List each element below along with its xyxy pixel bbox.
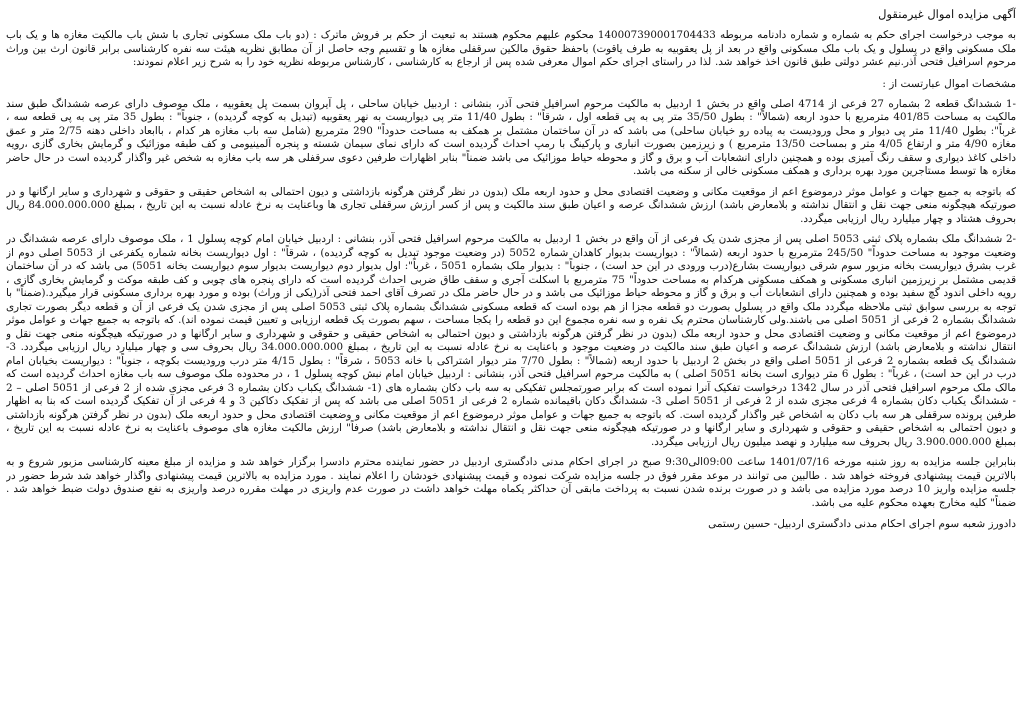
property-item-2-3: -2 ششدانگ ملک بشماره پلاک ثبتی 5053 اصلی پس از مجزی شدن یک فرعی از آن واقع در بخش 1 اردبیل به مالکیت مرحوم اسرافیل فتحی آذر، بنشانی : اردبیل خیابان امام کوچه پسلول 1 ، ملک موصوف دارای عرصه ششدانگ در وضعیت موجود به مساحت حدوداً" 245/50 مترمربع با حدود اربعه (شمالاً" : دیواریست بدیوار کاهدان شماره 5052 (در وضعیت موجود تبدیل به کوچه گردیده) ، شرقاً" : اول دیواریست بخانه شماره یکفرعی از 5053 اصلی دوم از غرب بشرق دیواریست بخانه مزبور سوم شرقی دیواریست بشارع(درب ورودی در این حد است) ، جنوباً" : بدیوار ملک بشماره 5051 ، غرباً": اول بدیوار دوم دیواریست بدیوار سوم دیواریست بخانه 5051) می باشد که در آن ساختمان قدیمی مشتمل بر زیرزمین انباری مسکونی و همکف مسکونی هرکدام به مساحت حدوداً" 75 مترمربع با اسکلت آجری و سقف طاق ضربی احداث گردیده است که دارای پنجره های چوبی و کف طبقه موکت و گرمایش بخاری گازی ، رویه داخلی اندود گچ سفید بوده و همچنین دارای انشعابات آب و برق و گاز و محوطه حیاط موزائیک می باشد و در حال حاضر ملک در تصرف آقای احمد فتحی آذر(یکی از وراث) بوده و مورد بهره برداری مسکونی قرار میگیرد.(ضمناً" با توجه به بررسی سوابق ثبتی ملاحظه میگردد ملک واقع در پسلول بصورت دو قطعه مجزا از هم بوده است که قطعه مسکونی ششدانگ بشماره پلاک ثبتی 5053 اصلی پس از مجزی شدن یک فرعی از آن و قطعه دیگر بصورت تجاری ششدانگ بشماره 2 فرعی از 5051 اصلی می باشند.ولی کارشناسان محترم یک نفره و سه نفره مجموع این دو قطعه را یکجا مساحت ، سهم بصورت یک قطعه ارزیابی و تعیین قیمت نموده اند). که باتوجه به جمیع جهات و عوامل موثر درموضوع اعم از موقعیت مکانی و وضعیت اقتصادی محل و حدود اربعه ملک (بدون در نظر گرفتن هرگونه بازداشتی و دیون احتمالی به اشخاص حقیقی و حقوقی و شهرداری و سایر ارگانها و در صورتیکه هیچگونه منعی جهت نقل و انتقال نداشته و بلامعارض باشد) ارزش ششدانگ عرصه و اعیان طبق سند مالکیت در وضعیت موجود و باعنایت به نرخ عادله نسبت به این تاریخ ، بمبلغ 34.000.000.000 ریال بحروف سی و چهار میلیارد ریال ارزیابی میگردد. 3- ششدانگ یک قطعه بشماره 2 فرعی از 5051 اصلی واقع در بخش 2 اردبیل با حدود اربعه (شمالاً" : بطول 7/70 متر دیوار اشتراکی با خانه 5053 ، شرقاً" : بطول 4/15 متر درب ورودیست بکوچه ، جنوباً" : دیواریست بخیابان امام درب در این حد است) ، غرباً" : بطول 6 متر دیواری است بخانه 5051 اصلی ) به مالکیت مرحوم اسرافیل فتحی آذر، بنشانی : اردبیل خیابان امام نبش کوچه پسلول 1 ، در محدوده ملک موصوف سه باب مغازه احداث گردیده است که مالک ملک مرحوم اسرافیل فتحی آذر در سال 1342 درخواست تفکیک آنرا نموده است که برابر صورتمجلس تفکیکی به سه باب دکان بشماره های (1- ششدانگ یکباب دکان بشماره 3 فرعی مجزی شده از 2 فرعی از 5051 اصلی – 2 - ششدانگ یکباب دکان بشماره 4 فرعی مجزی شده از 2 فرعی از 5051 اصلی 3- ششدانگ دکان باقیمانده شماره 2 فرعی از 5051 اصلی می باشد که پس از تفکیک دکاکین 3 و 4 فرعی از آن تفکیک گردیده است که بنا به اظهار طرفین پرونده سرقفلی هر سه باب دکان به اشخاص غیر واگذار گردیده است. که باتوجه به جمیع جهات و عوامل موثر درموضوع اعم از موقعیت مکانی و وضعیت اقتصادی محل و حدود اربعه ملک (بدون در نظر گرفتن هرگونه بازداشتی و دیون احتمالی به اشخاص حقیقی و حقوقی و شهرداری و سایر ارگانها و در صورتیکه هیچگونه منعی جهت نقل و انتقال نداشته و بلامعارض باشد) صرفاً" ارزش مالکیت مغازه های موصوف باعنایت به نرخ عادله نسبت به این تاریخ ، بمبلغ 3.900.000.000 ریال بحروف سه میلیارد و نهصد میلیون ریال ارزیابی میگردد.: [6, 233, 1016, 448]
signature-line: دادورز شعبه سوم اجرای احکام مدنی دادگستری اردبیل- حسین رستمی: [708, 518, 1016, 530]
specs-heading: مشخصات اموال عبارتست از :: [882, 77, 1016, 90]
valuation-item-1: که باتوجه به جمیع جهات و عوامل موثر درموضوع اعم از موقعیت مکانی و وضعیت اقتصادی محل و حدود اربعه ملک (بدون در نظر گرفتن هرگونه بازداشتی و دیون احتمالی به اشخاص حقیقی و حقوقی و شهرداری و سایر ارگانها و در صورتیکه هیچگونه منعی جهت نقل و انتقال نداشته و بلامعارض باشد) ارزش ششدانگ عرصه و اعیان طبق سند مالکیت و پس از کسر ارزش سرقفلی تجاری ها وباعنایت به نرخ عادله نسبت به این تاریخ ، بمبلغ 84.000.000.000 ریال بحروف هشتاد و چهار میلیارد ریال ارزیابی میگردد.: [6, 185, 1016, 225]
auction-session-paragraph: بنابراین جلسه مزایده به روز شنبه مورخه 1401/07/16 ساعت 09:00الی9:30 صبح در اجرای احکام مدنی دادگستری اردبیل در حضور نماینده محترم دادسرا برگزار خواهد شد و مزایده از مبلغ معینه کارشناسی مزبور شروع و به بالاترین قیمت پیشنهادی فروخته خواهد شد . طالبین می توانند در موعد مقرر فوق در جلسه مزایده شرکت نموده و قیمت پیشنهادی خودشان را اعلام نمایند . مورد مزایده به بالاترین قیمت پیشنهادی واگذار خواهد شد شرط حضور در جلسه مزایده واریز 10 درصد مورد مزایده می باشد و در صورت برنده شدن نسبت به پرداخت مابقی آن حداکثر یکماه مهلت خواهد داشت در صورت عدم واریزی در مهلت مقرره درصد واریزی به نفع صندوق دولت ضبط خواهد شد . ضمناً" کلیه مخارج بعهده محکوم علیه می باشد.: [6, 456, 1016, 509]
intro-paragraph: به موجب درخواست اجرای حکم به شماره و شماره دادنامه مربوطه 140007390001704433 محکوم علیهم محکوم هستند به تبعیت از حکم بر فروش ماترک : (دو باب ملک مسکونی تجاری با شش باب مالکیت مغازه ها و یک باب ملک مسکونی واقع در پسلول و یک باب ملک مسکونی واقع در بعد از پل یعقوبیه به طرف یاقوت) باحفظ حقوق مالکین سرقفلی مغازه ها و تقسیم وجه حاصل از آن مطابق نظریه هیئت سه نفره کارشناسی برابر قانون ارث بین وراث مرحوم اسرافیل فتحی آذر.نیم عشر دولتی طبق قانون اخذ خواهد شد. لذا در راستای اجرای حکم اموال معرفی شده پس از ارجاع به کارشناسی ، کارشناس مربوطه نظریه خود را به شرح زیر اعلام نمودند:: [6, 29, 1016, 68]
auction-notice-document: [6, 6, 1016, 720]
property-item-1: -1 ششدانگ قطعه 2 بشماره 27 فرعی از 4714 اصلی واقع در بخش 1 اردبیل به مالکیت مرحوم اسرافیل فتحی آذر، بنشانی : اردبیل خیابان ساحلی ، پل آیروان بسمت پل یعقوبیه ، ملک موصوف دارای عرصه ششدانگ طبق سند مالکیت به مساحت 401/85 مترمربع با حدود اربعه (شمالاً" : بطول 35/50 متر پی به پی قطعه اول ، شرقاً" : بطول 11/40 متر پی دیواریست به نهر یعقوبیه (تبدیل به کوچه گردیده) ، جنوباً" : بطول 35 متر پی به پی قطعه سه ، غرباً": بطول 11/40 متر پی دیوار و محل ورودیست به پیاده رو خیابان ساحلی) می باشد که در آن ساختمان مشتمل بر همکف به مساحت حدوداً" 290 مترمربع (شامل سه باب مغازه هر کدام ، باابعاد داخلی دهنه 2/75 متر و عمق مغازه 4/90 متر و ارتفاع 4/05 متر و بمساحت 13/50 مترمربع ) و زیرزمین بصورت انباری و پارکینگ با رمپ احداث گردیده است که دارای نمای سیمان شسته و پنجره آلمینیومی و کف طبقه موزائیک و گرمایش بخاری گازی ،رویه داخلی کاغذ دیواری و سقف رنگ آمیزی بوده و همچنین دارای انشعابات آب و برق و گاز و محوطه حیاط موزائیک می باشد ضمناً" بنابر اظهارات طرفین دعوی سرقفلی هر سه باب مغازه به شخص غیر واگذار گردیده است در حال حاضر مغازه ها توسط مستاجرین مورد بهره برداری و همکف مسکونی خالی از سکنه می باشد.: [6, 97, 1016, 177]
document-title: آگهی مزایده اموال غیرمنقول: [878, 7, 1016, 21]
